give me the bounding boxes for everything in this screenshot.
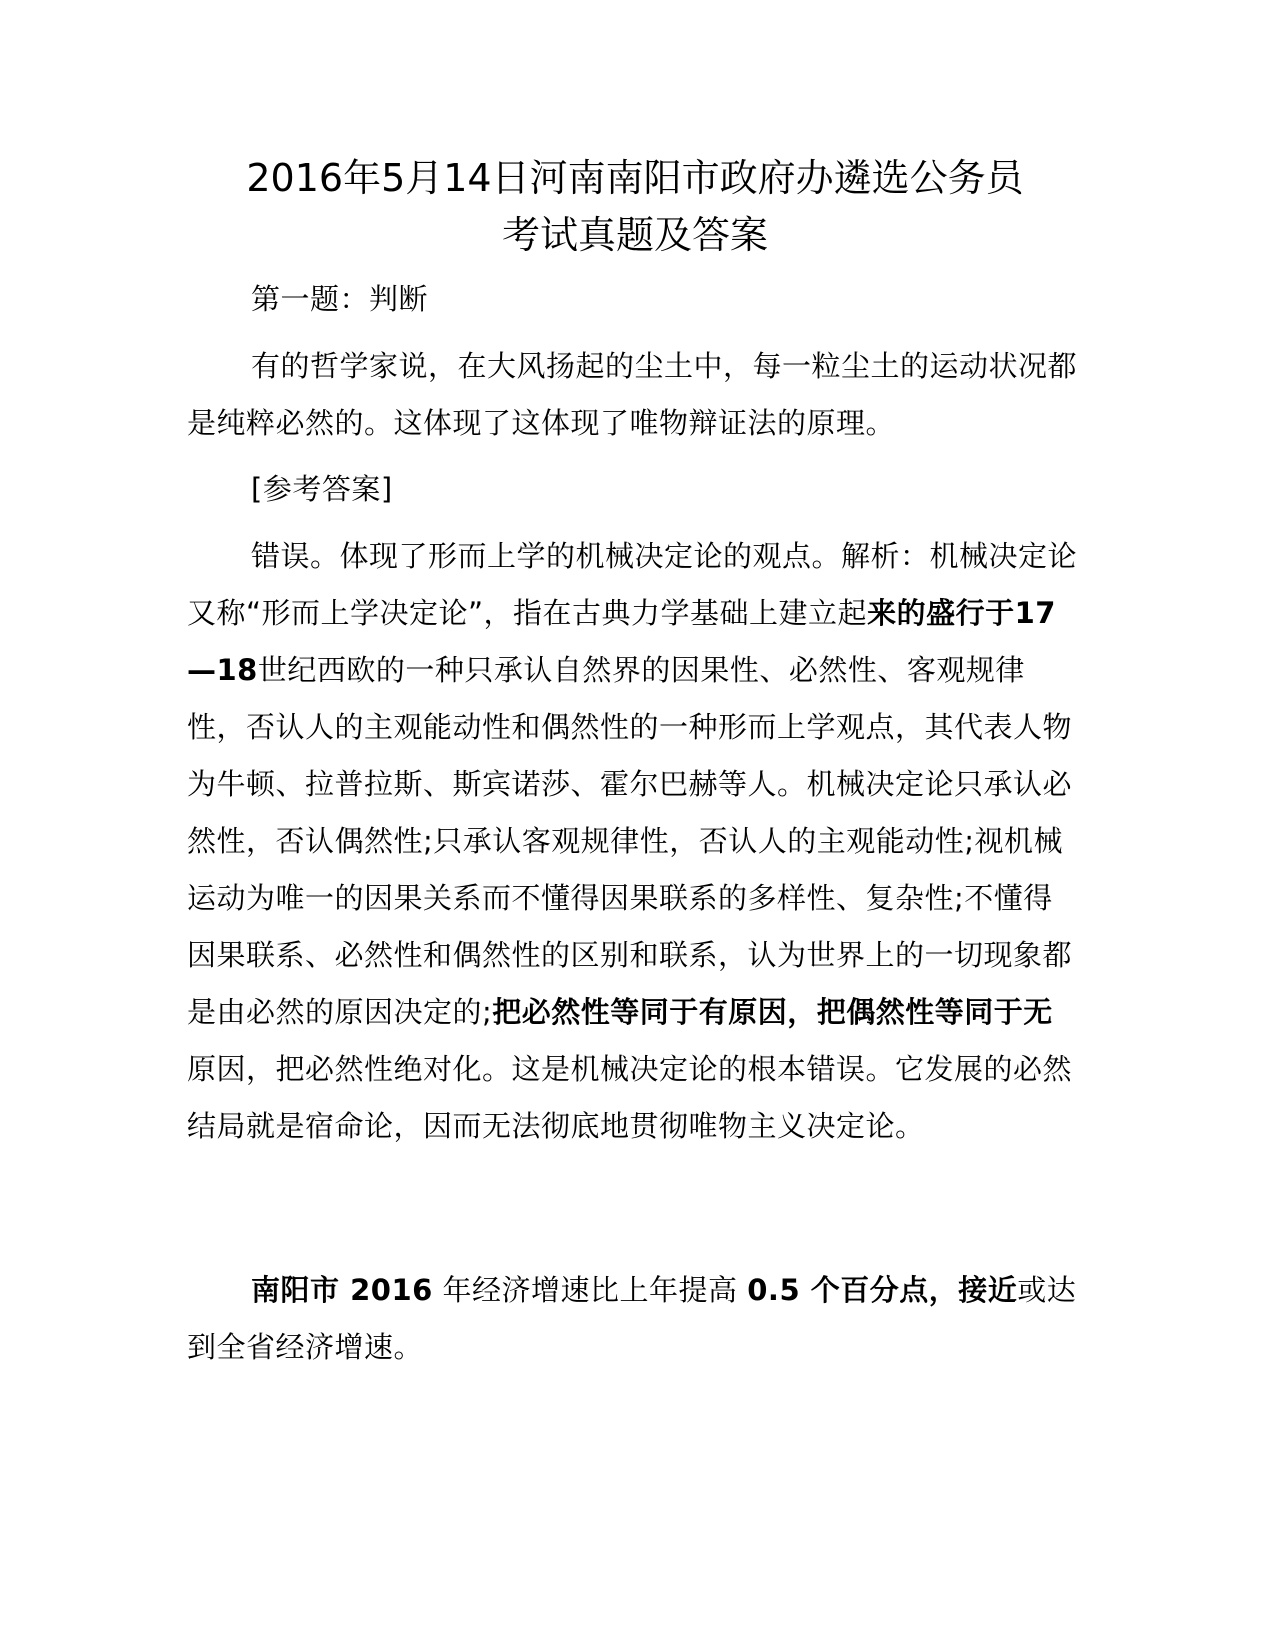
section-heading: 第一题：判断	[251, 282, 429, 316]
answer-paragraph	[187, 528, 1080, 1155]
answer-text-4-bold: 把必然性等同于有原因，把偶然性等同于无	[492, 995, 1053, 1029]
statement-text-3-bold: 0.5 个百分点，接近	[747, 1273, 1018, 1307]
answer-text-5: 原因，把必然性绝对化。这是机械决定论的根本错误。它发展的必然结局就是宿命论，因而无法彻底地贯彻唯物主义决定论。	[187, 1052, 1073, 1143]
answer-text-3: 世纪西欧的一种只承认自然界的因果性、必然性、客观规律性，否认人的主观能动性和偶然性的一种形而上学观点，其代表人物为牛顿、拉普拉斯、斯宾诺莎、霍尔巴赫等人。机械决定论只承认必然性，否认偶然性;只承认客观规律性，否认人的主观能动性;视机械运动为唯一的因果关系而不懂得因果联系的多样性、复杂性;不懂得因果联系、必然性和偶然性的区别和联系，认为世界上的一切现象都是由必然的原因决定的;	[187, 653, 1073, 1029]
answer-label: [参考答案]	[251, 472, 393, 506]
statement-text-4: 或达到全省经济增速。	[187, 1273, 1077, 1364]
title-line-2: 考试真题及答案	[501, 213, 768, 257]
statement-paragraph	[187, 1262, 1080, 1376]
answer-text-2-bold: 来的盛行于17—18	[187, 596, 1056, 687]
answer-text-1: 错误。体现了形而上学的机械决定论的观点。解析：机械决定论又称“形而上学决定论”，指在古典力学基础上建立起	[187, 539, 1078, 630]
title-line-1: 2016年5月14日河南南阳市政府办遴选公务员	[246, 156, 1024, 200]
statement-text-2: 年经济增速比上年提高	[432, 1273, 748, 1307]
question-paragraph: 有的哲学家说，在大风扬起的尘土中，每一粒尘土的运动状况都是纯粹必然的。这体现了这体现了唯物辩证法的原理。	[187, 349, 1078, 440]
statement-text-1-bold: 南阳市 2016	[251, 1273, 433, 1307]
document-title	[160, 150, 1110, 264]
